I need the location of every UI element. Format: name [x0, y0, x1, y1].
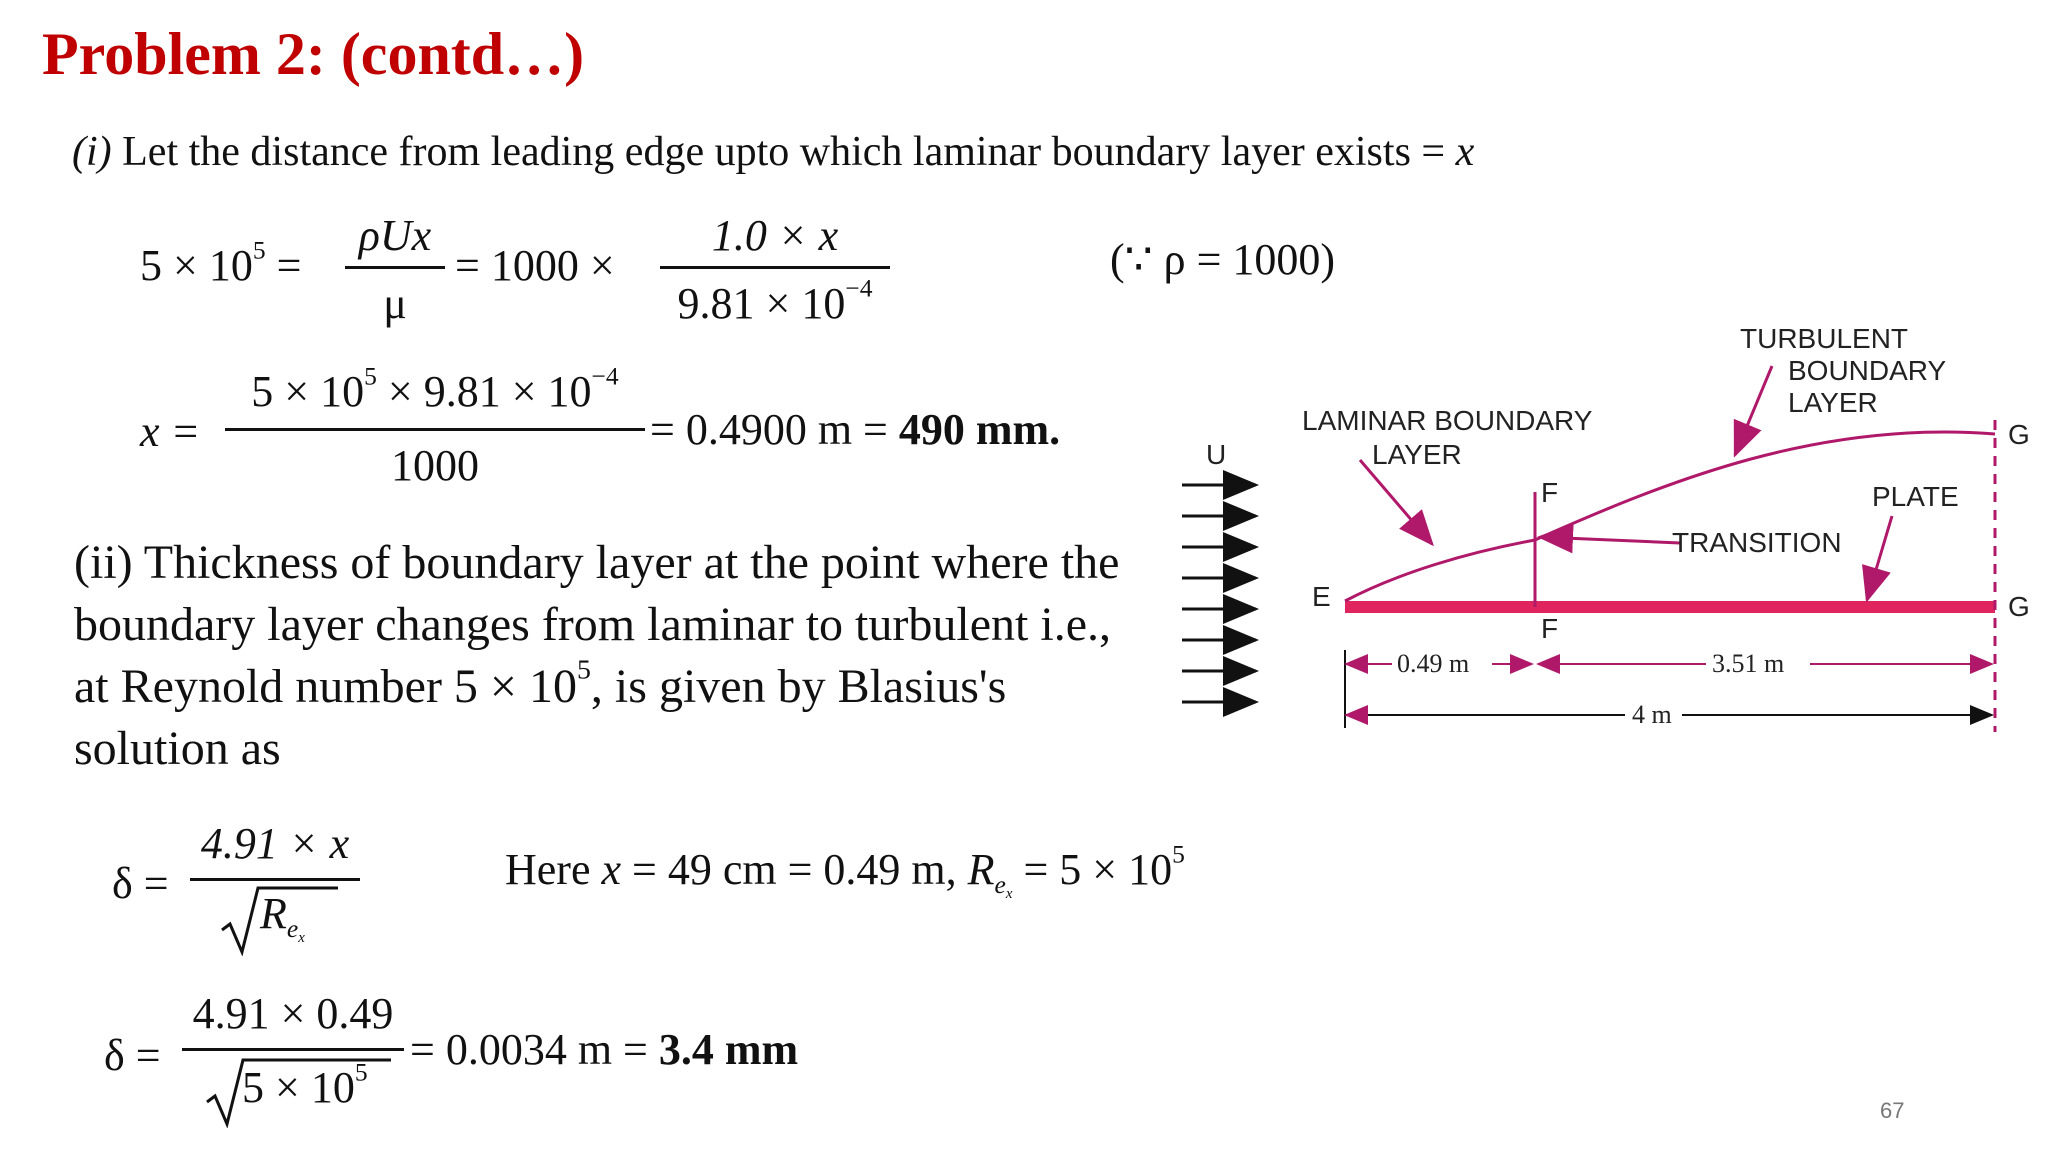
eq3-here-end: = 5 × 10: [1012, 845, 1173, 894]
slide-title: Problem 2: (contd…): [42, 21, 585, 87]
eq3-here-prefix: Here: [505, 845, 602, 894]
part1-text: Let the distance from leading edge upto which laminar boundary layer exists =: [111, 129, 1456, 175]
eq3-lhs: δ =: [112, 859, 169, 908]
part2-text-end: , is given by Blasius's solution as: [74, 660, 1007, 775]
eq2-lhs: x =: [140, 407, 201, 456]
eq3-den-sub: [286, 913, 305, 947]
eq4-den-exp: 5: [354, 1057, 368, 1087]
eq1-frac2-numerator: 1.0 × x: [711, 211, 839, 260]
label-u: U: [1206, 439, 1227, 470]
eq4-result: [410, 1024, 798, 1075]
eq3-here-exp: 5: [1172, 839, 1185, 869]
eq3-here-x: x: [601, 845, 622, 894]
part2-exp: 5: [577, 654, 591, 686]
label-turbulent-3: LAYER: [1788, 387, 1878, 418]
dim-laminar-label: 0.49 m: [1397, 649, 1470, 678]
eq3-here-sub-e: e: [994, 869, 1006, 899]
eq2-result-text: = 0.4900 m =: [650, 405, 899, 454]
transition-pointer: [1540, 537, 1680, 543]
eq4-lhs: δ =: [104, 1031, 161, 1080]
eq1-lhs: 5 × 10: [140, 241, 253, 290]
label-laminar-2: LAYER: [1372, 439, 1462, 470]
eq2-num-b-exp: −4: [591, 361, 619, 391]
part2-text: (ii) Thickness of boundary layer at the point where the boundary layer changes from laminar to turbulent i.e., at Reynold number 5 × 10: [74, 536, 1120, 713]
plate-pointer: [1867, 516, 1892, 600]
eq1-equals: =: [276, 241, 302, 290]
eq2-result: [650, 404, 1060, 455]
eq2-num-a: 5 × 10: [251, 367, 365, 416]
flow-arrows: [1182, 485, 1256, 702]
label-f-top: F: [1541, 477, 1559, 508]
eq1-frac2-denominator: [660, 273, 890, 329]
eq1-frac1-numerator: ρUx: [358, 211, 432, 260]
eq3-here: [505, 839, 1185, 903]
part2-paragraph: [74, 532, 1134, 780]
eq1-frac2-bar: [660, 266, 890, 269]
eq1-mid: = 1000 ×: [455, 241, 615, 290]
eq4-denominator: [242, 1057, 368, 1113]
turbulent-pointer: [1735, 366, 1772, 455]
eq1-frac2-den-base: 9.81 × 10: [677, 279, 846, 328]
eq2-result-bold: 490 mm.: [898, 405, 1061, 454]
eq1-frac1-bar: [345, 266, 445, 269]
eq4-result-bold: 3.4 mm: [658, 1025, 799, 1074]
eq2-num-a-exp: 5: [364, 361, 377, 391]
boundary-layer-diagram: [1170, 320, 2030, 740]
part1-prefix: (i): [72, 129, 112, 175]
label-e: E: [1312, 581, 1331, 612]
page-number: 67: [1880, 1098, 1905, 1123]
eq3-den-sub-x: x: [298, 930, 305, 947]
plate-bar: [1345, 601, 1995, 613]
label-plate: PLATE: [1872, 481, 1959, 512]
label-f-bottom: F: [1541, 613, 1559, 644]
eq2-denominator: 1000: [391, 441, 479, 490]
eq2-numerator: [225, 361, 645, 417]
part1-var: x: [1455, 129, 1475, 175]
eq3-here-sub-x: x: [1005, 886, 1013, 903]
dim-turbulent-label: 3.51 m: [1712, 649, 1785, 678]
label-g-bottom: G: [2008, 591, 2030, 622]
label-laminar-1: LAMINAR BOUNDARY: [1302, 405, 1593, 436]
eq3-numerator: 4.91 × x: [200, 819, 350, 868]
eq1-note: (∵ ρ = 1000): [1110, 235, 1336, 284]
eq1-frac1-denominator: μ: [383, 279, 407, 328]
eq3-den-sub-e: e: [286, 913, 299, 943]
label-g-top: G: [2008, 419, 2030, 450]
eq4-numerator: 4.91 × 0.49: [192, 989, 394, 1038]
eq4-bar: [182, 1048, 404, 1051]
label-turbulent-1: TURBULENT: [1740, 323, 1909, 354]
eq1-lhs-exp: 5: [252, 235, 266, 265]
eq4-result-text: = 0.0034 m =: [410, 1025, 659, 1074]
eq1-frac2-den-exp: −4: [845, 273, 873, 303]
dim-total-label: 4 m: [1632, 700, 1672, 729]
laminar-pointer: [1360, 460, 1432, 544]
eq3-bar: [190, 878, 360, 881]
label-turbulent-2: BOUNDARY: [1788, 355, 1947, 386]
label-transition: TRANSITION: [1672, 527, 1842, 558]
eq2-num-b: × 9.81 × 10: [376, 367, 592, 416]
eq3-here-sub: [994, 869, 1013, 903]
eq3-den-r: R: [260, 889, 287, 938]
eq3-here-r: R: [967, 845, 995, 894]
eq2-bar: [225, 428, 645, 431]
eq3-denominator: [260, 888, 305, 947]
eq4-den-base: 5 × 10: [242, 1063, 355, 1112]
eq3-here-mid: = 49 cm = 0.49 m,: [621, 845, 968, 894]
part1-statement: [72, 128, 1474, 176]
